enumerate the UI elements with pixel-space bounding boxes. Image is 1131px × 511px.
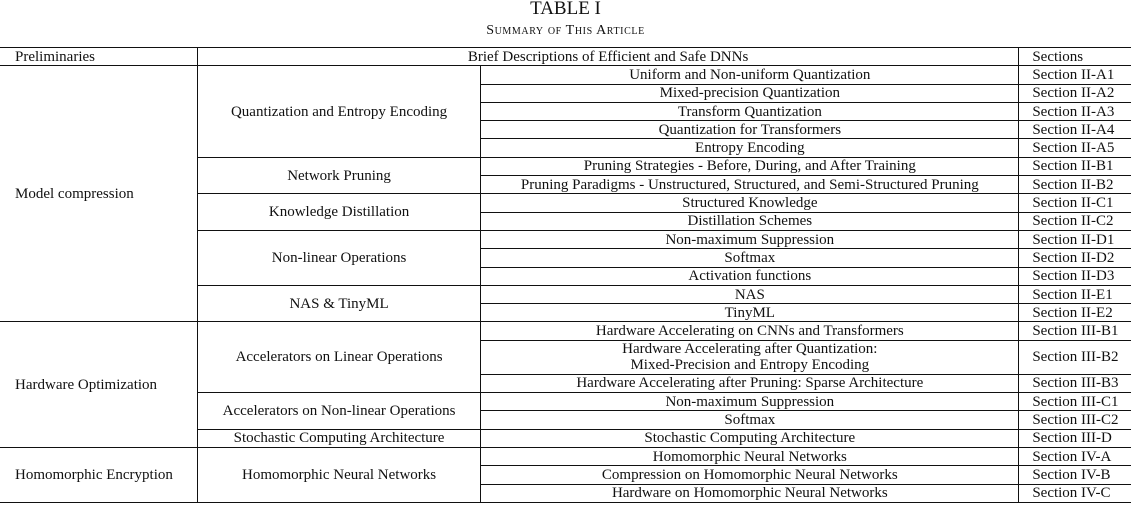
table-row	[0, 322, 1131, 340]
subcategory-cell: Knowledge Distillation	[197, 194, 481, 231]
description-cell: Hardware Accelerating on CNNs and Transformers	[481, 322, 1019, 340]
table-subtitle: Summary of This Article	[486, 23, 645, 38]
section-cell: Section II-A5	[1019, 139, 1131, 157]
section-cell: Section IV-A	[1019, 447, 1131, 465]
category-cell: Homomorphic Encryption	[0, 447, 197, 502]
description-cell: Stochastic Computing Architecture	[481, 429, 1019, 447]
subcategory-cell: Accelerators on Linear Operations	[197, 322, 481, 393]
subcategory-cell: NAS & TinyML	[197, 285, 481, 322]
table-row	[0, 447, 1131, 465]
section-cell: Section II-C1	[1019, 194, 1131, 212]
subcategory-cell: Network Pruning	[197, 157, 481, 194]
description-cell: Pruning Strategies - Before, During, and After Training	[481, 157, 1019, 175]
subcategory-cell: Quantization and Entropy Encoding	[197, 66, 481, 157]
section-cell: Section II-C2	[1019, 212, 1131, 230]
description-cell: Activation functions	[481, 267, 1019, 285]
table-row	[0, 66, 1131, 84]
section-cell: Section II-B1	[1019, 157, 1131, 175]
description-cell: Non-maximum Suppression	[481, 393, 1019, 411]
subcategory-cell: Stochastic Computing Architecture	[197, 429, 481, 447]
table-body	[0, 66, 1131, 503]
section-cell: Section II-E2	[1019, 304, 1131, 322]
description-cell: Hardware on Homomorphic Neural Networks	[481, 484, 1019, 502]
description-cell: TinyML	[481, 304, 1019, 322]
section-cell: Section II-E1	[1019, 285, 1131, 303]
section-cell: Section III-C2	[1019, 411, 1131, 429]
section-cell: Section III-C1	[1019, 393, 1131, 411]
section-cell: Section II-D2	[1019, 249, 1131, 267]
description-cell: Distillation Schemes	[481, 212, 1019, 230]
description-cell: Non-maximum Suppression	[481, 230, 1019, 248]
subcategory-cell: Non-linear Operations	[197, 230, 481, 285]
table-title: TABLE I	[530, 0, 601, 19]
section-cell: Section IV-C	[1019, 484, 1131, 502]
category-cell: Hardware Optimization	[0, 322, 197, 447]
description-cell: Quantization for Transformers	[481, 121, 1019, 139]
summary-table	[0, 47, 1131, 503]
section-cell: Section II-A3	[1019, 102, 1131, 120]
section-cell: Section II-D1	[1019, 230, 1131, 248]
section-cell: Section II-B2	[1019, 176, 1131, 194]
description-cell: Mixed-precision Quantization	[481, 84, 1019, 102]
subcategory-cell: Accelerators on Non-linear Operations	[197, 393, 481, 430]
description-cell: Softmax	[481, 249, 1019, 267]
category-cell: Model compression	[0, 66, 197, 322]
section-cell: Section II-A4	[1019, 121, 1131, 139]
section-cell: Section IV-B	[1019, 466, 1131, 484]
description-cell: Homomorphic Neural Networks	[481, 447, 1019, 465]
section-cell: Section III-B3	[1019, 374, 1131, 392]
section-cell: Section II-A1	[1019, 66, 1131, 84]
header-row	[0, 48, 1131, 66]
header-preliminaries: Preliminaries	[0, 48, 197, 66]
description-cell: Hardware Accelerating after Quantization: Mixed-Precision and Entropy Encoding	[481, 340, 1019, 374]
description-cell: Entropy Encoding	[481, 139, 1019, 157]
description-cell: Structured Knowledge	[481, 194, 1019, 212]
header-descriptions: Brief Descriptions of Efficient and Safe DNNs	[197, 48, 1019, 66]
subcategory-cell: Homomorphic Neural Networks	[197, 447, 481, 502]
section-cell: Section III-D	[1019, 429, 1131, 447]
section-cell: Section III-B1	[1019, 322, 1131, 340]
description-cell: Softmax	[481, 411, 1019, 429]
header-sections: Sections	[1019, 48, 1131, 66]
section-cell: Section II-A2	[1019, 84, 1131, 102]
description-cell: NAS	[481, 285, 1019, 303]
section-cell: Section III-B2	[1019, 340, 1131, 374]
description-cell: Uniform and Non-uniform Quantization	[481, 66, 1019, 84]
description-cell: Compression on Homomorphic Neural Networks	[481, 466, 1019, 484]
description-cell: Transform Quantization	[481, 102, 1019, 120]
section-cell: Section II-D3	[1019, 267, 1131, 285]
description-cell: Hardware Accelerating after Pruning: Sparse Architecture	[481, 374, 1019, 392]
description-cell: Pruning Paradigms - Unstructured, Structured, and Semi-Structured Pruning	[481, 176, 1019, 194]
